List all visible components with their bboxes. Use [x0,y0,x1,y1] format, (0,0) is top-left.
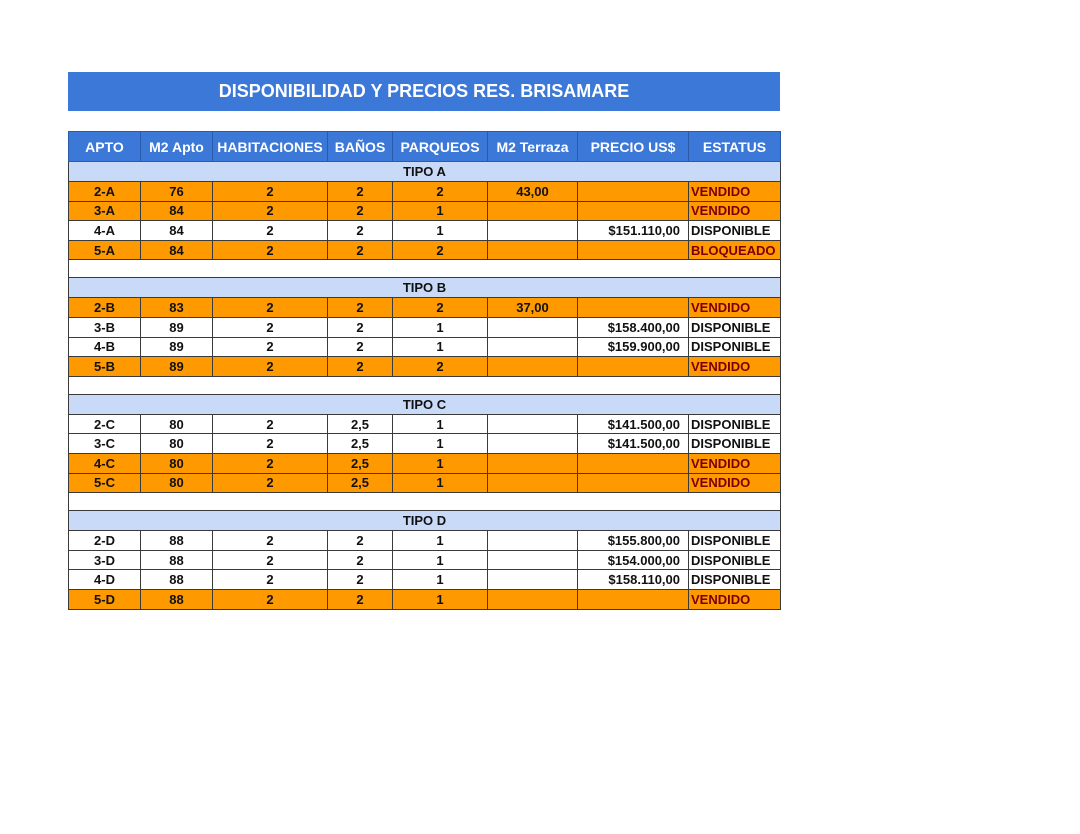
banos-cell: 2 [328,221,393,241]
parqueos-cell: 2 [393,357,488,377]
banos-cell: 2 [328,531,393,551]
m2-apto-cell: 89 [141,317,213,337]
apto-cell: 4-D [69,570,141,590]
group-header-row [69,394,781,414]
group-label: TIPO A [69,162,781,182]
estatus-cell: VENDIDO [689,357,781,377]
m2-terraza-cell [488,357,578,377]
precio-cell [578,453,689,473]
apto-cell: 3-A [69,201,141,221]
m2-apto-cell: 88 [141,589,213,609]
spacer-cell [69,260,781,278]
precio-cell [578,357,689,377]
col-header-banos: BAÑOS [328,132,393,162]
m2-apto-cell: 88 [141,550,213,570]
m2-apto-cell: 80 [141,434,213,454]
habitaciones-cell: 2 [213,221,328,241]
habitaciones-cell: 2 [213,240,328,260]
precio-cell [578,589,689,609]
table-row [69,317,781,337]
habitaciones-cell: 2 [213,298,328,318]
habitaciones-cell: 2 [213,434,328,454]
habitaciones-cell: 2 [213,414,328,434]
precio-cell: $158.400,00 [578,317,689,337]
m2-apto-cell: 84 [141,201,213,221]
precio-cell [578,240,689,260]
banos-cell: 2 [328,298,393,318]
habitaciones-cell: 2 [213,589,328,609]
m2-apto-cell: 84 [141,240,213,260]
precio-cell: $158.110,00 [578,570,689,590]
table-row [69,240,781,260]
m2-terraza-cell [488,337,578,357]
estatus-cell: VENDIDO [689,589,781,609]
apto-cell: 5-C [69,473,141,493]
m2-terraza-cell [488,570,578,590]
precio-cell: $141.500,00 [578,434,689,454]
table-row [69,570,781,590]
m2-terraza-cell [488,317,578,337]
banos-cell: 2 [328,337,393,357]
parqueos-cell: 2 [393,298,488,318]
table-row [69,589,781,609]
precio-cell [578,201,689,221]
col-header-precio: PRECIO US$ [578,132,689,162]
banos-cell: 2 [328,570,393,590]
parqueos-cell: 1 [393,337,488,357]
m2-apto-cell: 80 [141,473,213,493]
apto-cell: 4-B [69,337,141,357]
group-label: TIPO C [69,394,781,414]
estatus-cell: DISPONIBLE [689,550,781,570]
apto-cell: 4-C [69,453,141,473]
apto-cell: 5-A [69,240,141,260]
apto-cell: 2-D [69,531,141,551]
estatus-cell: VENDIDO [689,182,781,202]
group-header-row [69,278,781,298]
spacer-cell [69,376,781,394]
m2-terraza-cell [488,531,578,551]
precio-cell: $155.800,00 [578,531,689,551]
table-row [69,182,781,202]
group-header-row [69,511,781,531]
habitaciones-cell: 2 [213,337,328,357]
habitaciones-cell: 2 [213,182,328,202]
m2-terraza-cell [488,453,578,473]
habitaciones-cell: 2 [213,550,328,570]
m2-apto-cell: 80 [141,453,213,473]
col-header-habitaciones: HABITACIONES [213,132,328,162]
m2-terraza-cell [488,589,578,609]
m2-terraza-cell [488,240,578,260]
apto-cell: 5-D [69,589,141,609]
header-row [69,132,781,162]
precio-cell [578,182,689,202]
estatus-cell: VENDIDO [689,201,781,221]
m2-terraza-cell [488,201,578,221]
banos-cell: 2,5 [328,473,393,493]
banos-cell: 2 [328,240,393,260]
estatus-cell: DISPONIBLE [689,570,781,590]
m2-apto-cell: 88 [141,531,213,551]
m2-terraza-cell [488,434,578,454]
table-row [69,357,781,377]
parqueos-cell: 1 [393,453,488,473]
col-header-m2-terraza: M2 Terraza [488,132,578,162]
estatus-cell: BLOQUEADO [689,240,781,260]
table-row [69,337,781,357]
estatus-cell: DISPONIBLE [689,221,781,241]
m2-terraza-cell [488,221,578,241]
parqueos-cell: 1 [393,570,488,590]
table-row [69,201,781,221]
banos-cell: 2 [328,182,393,202]
banos-cell: 2 [328,589,393,609]
banos-cell: 2 [328,357,393,377]
estatus-cell: DISPONIBLE [689,414,781,434]
table-row [69,434,781,454]
precio-cell: $141.500,00 [578,414,689,434]
apto-cell: 3-C [69,434,141,454]
apto-cell: 2-C [69,414,141,434]
parqueos-cell: 1 [393,531,488,551]
habitaciones-cell: 2 [213,357,328,377]
parqueos-cell: 1 [393,201,488,221]
m2-apto-cell: 83 [141,298,213,318]
availability-table [68,131,781,610]
parqueos-cell: 1 [393,414,488,434]
parqueos-cell: 1 [393,589,488,609]
estatus-cell: VENDIDO [689,453,781,473]
estatus-cell: DISPONIBLE [689,531,781,551]
banos-cell: 2 [328,201,393,221]
spacer-row [69,376,781,394]
spacer-cell [69,493,781,511]
apto-cell: 3-B [69,317,141,337]
m2-apto-cell: 89 [141,357,213,377]
table-row [69,298,781,318]
table-row [69,453,781,473]
table-row [69,221,781,241]
apto-cell: 2-A [69,182,141,202]
m2-apto-cell: 76 [141,182,213,202]
m2-apto-cell: 80 [141,414,213,434]
banos-cell: 2,5 [328,453,393,473]
sheet-title: DISPONIBILIDAD Y PRECIOS RES. BRISAMARE [68,72,780,111]
spacer-row [69,493,781,511]
banos-cell: 2,5 [328,414,393,434]
m2-terraza-cell: 37,00 [488,298,578,318]
parqueos-cell: 1 [393,317,488,337]
banos-cell: 2,5 [328,434,393,454]
m2-apto-cell: 84 [141,221,213,241]
col-header-estatus: ESTATUS [689,132,781,162]
parqueos-cell: 1 [393,473,488,493]
estatus-cell: DISPONIBLE [689,434,781,454]
m2-terraza-cell [488,473,578,493]
estatus-cell: DISPONIBLE [689,337,781,357]
precio-cell [578,473,689,493]
table-row [69,473,781,493]
habitaciones-cell: 2 [213,473,328,493]
m2-terraza-cell [488,414,578,434]
precio-cell: $154.000,00 [578,550,689,570]
apto-cell: 2-B [69,298,141,318]
parqueos-cell: 1 [393,550,488,570]
m2-apto-cell: 88 [141,570,213,590]
parqueos-cell: 1 [393,221,488,241]
parqueos-cell: 2 [393,240,488,260]
estatus-cell: VENDIDO [689,298,781,318]
banos-cell: 2 [328,317,393,337]
precio-cell: $159.900,00 [578,337,689,357]
precio-cell [578,298,689,318]
apto-cell: 4-A [69,221,141,241]
group-label: TIPO B [69,278,781,298]
group-label: TIPO D [69,511,781,531]
col-header-m2-apto: M2 Apto [141,132,213,162]
table-row [69,414,781,434]
apto-cell: 5-B [69,357,141,377]
apto-cell: 3-D [69,550,141,570]
habitaciones-cell: 2 [213,201,328,221]
banos-cell: 2 [328,550,393,570]
habitaciones-cell: 2 [213,453,328,473]
spacer-row [69,260,781,278]
m2-terraza-cell [488,550,578,570]
m2-terraza-cell: 43,00 [488,182,578,202]
estatus-cell: DISPONIBLE [689,317,781,337]
habitaciones-cell: 2 [213,531,328,551]
habitaciones-cell: 2 [213,570,328,590]
precio-cell: $151.110,00 [578,221,689,241]
col-header-apto: APTO [69,132,141,162]
group-header-row [69,162,781,182]
table-row [69,550,781,570]
table-row [69,531,781,551]
parqueos-cell: 1 [393,434,488,454]
col-header-parqueos: PARQUEOS [393,132,488,162]
m2-apto-cell: 89 [141,337,213,357]
estatus-cell: VENDIDO [689,473,781,493]
parqueos-cell: 2 [393,182,488,202]
habitaciones-cell: 2 [213,317,328,337]
